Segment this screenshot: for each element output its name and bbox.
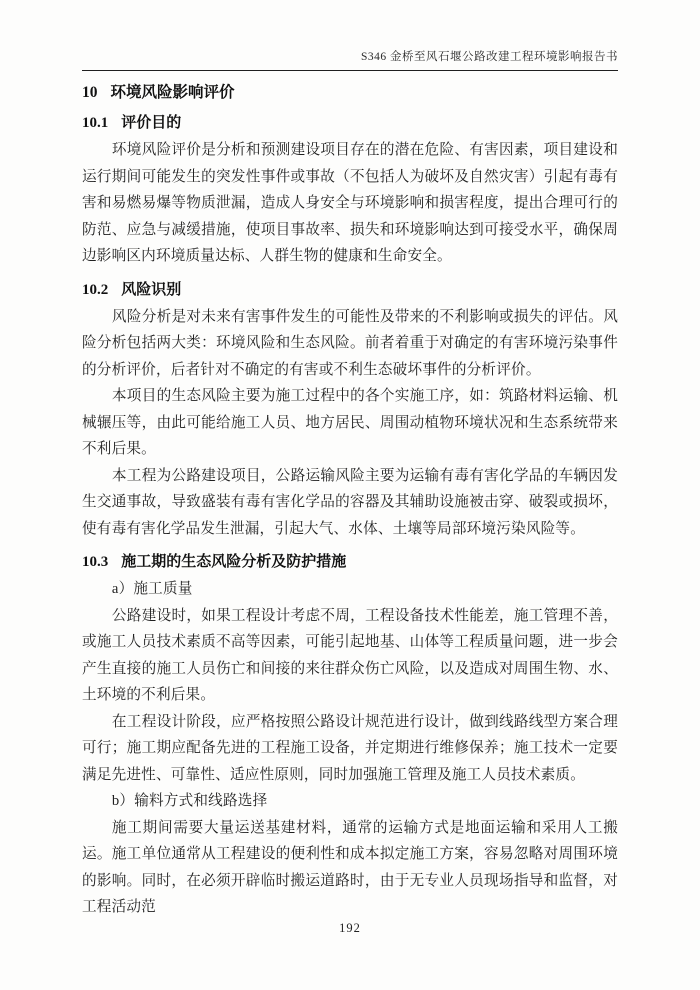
paragraph-design-stage-measures: 在工程设计阶段，应严格按照公路设计规范进行设计，做到线路线型方案合理可行；施工期应配备先进的工程施工设备，并定期进行维修保养；施工技术一定要满足先进性、可靠性、适应性原则，同时加强施工管理及施工人员技术素质。	[82, 713, 618, 783]
paragraph-material-transport-risk: 施工期间需要大量运送基建材料，通常的运输方式是地面运输和采用人工搬运。施工单位通常从工程建设的便利性和成本拟定施工方案，容易忽略对周围环境的影响。同时，在必须开辟临时搬运道路时，由于无专业人员现场指导和监督，对工程活动范	[82, 819, 618, 915]
section-heading-10-3	[82, 552, 618, 572]
section-number: 10.1	[82, 115, 109, 131]
section-title: 评价目的	[121, 115, 182, 131]
section-number: 10.3	[82, 554, 109, 570]
section-number: 10.2	[82, 281, 109, 298]
page-header	[82, 50, 618, 71]
document-body	[82, 83, 618, 921]
page-footer	[0, 921, 700, 936]
page-number: 192	[339, 921, 361, 935]
paragraph-construction-quality-risk: 公路建设时，如果工程设计考虑不周，工程设备技术性能差，施工管理不善，或施工人员技术素质不高等因素，可能引起地基、山体等工程质量问题，进一步会产生直接的施工人员伤亡和间接的来往群众伤亡风险，以及造成对周围生物、水、土环境的不利后果。	[82, 607, 618, 703]
paragraph-risk-analysis-definition: 风险分析是对未来有害事件发生的可能性及带来的不利影响或损失的评估。风险分析包括两大类：环境风险和生态风险。前者着重于对确定的有害环境污染事件的分析评价，后者针对不确定的有害或不利生态破坏事件的分析评价。	[82, 308, 618, 378]
chapter-title: 环境风险影响评价	[110, 84, 235, 101]
list-item-a-construction-quality: a）施工质量	[111, 581, 193, 597]
section-heading-10-1	[82, 113, 618, 133]
header-report-title: S346 金桥至风石堰公路改建工程环境影响报告书	[360, 51, 618, 63]
section-heading-10-2	[82, 280, 618, 300]
section-title: 施工期的生态风险分析及防护措施	[121, 554, 347, 570]
chapter-number: 10	[82, 84, 98, 101]
paragraph-ecological-risk: 本项目的生态风险主要为施工过程中的各个实施工序，如：筑路材料运输、机械辗压等，由此可能给施工人员、地方居民、周围动植物环境状况和生态系统带来不利后果。	[82, 388, 618, 457]
paragraph-evaluation-purpose: 环境风险评价是分析和预测建设项目存在的潜在危险、有害因素，项目建设和运行期间可能发生的突发性事件或事故（不包括人为破坏及自然灾害）引起有毒有害和易燃易爆等物质泄漏，造成人身安全与环境影响和损害程度，提出合理可行的防范、应急与减缓措施，使项目事故率、损失和环境影响达到可接受水平，确保周边影响区内环境质量达标、人群生物的健康和生命安全。	[82, 142, 618, 264]
paragraph-transport-risk: 本工程为公路建设项目，公路运输风险主要为运输有毒有害化学品的车辆因发生交通事故，导致盛装有毒有害化学品的容器及其辅助设施被击穿、破裂或损坏，使有毒有害化学品发生泄漏，引起大气、水体、土壤等局部环境污染风险等。	[82, 467, 618, 537]
chapter-heading-10	[82, 83, 618, 103]
section-title: 风险识别	[121, 281, 182, 298]
list-item-b-material-transport: b）输料方式和线路选择	[111, 793, 268, 809]
